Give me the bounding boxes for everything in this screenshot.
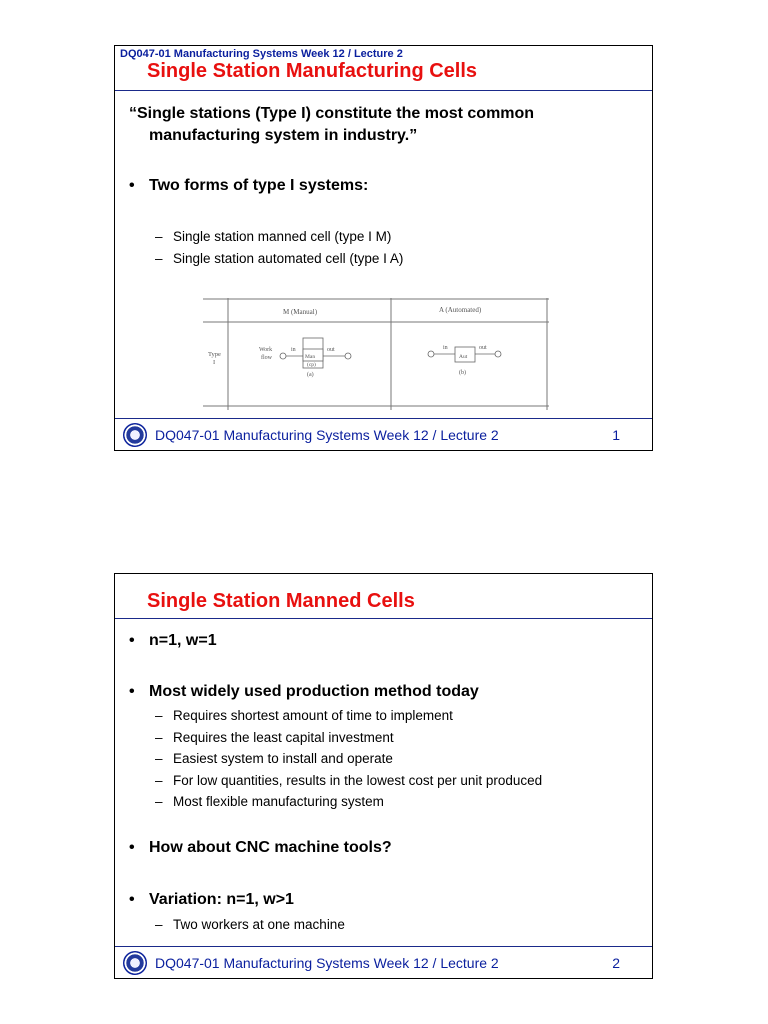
header-divider bbox=[115, 618, 652, 619]
sub-item bbox=[155, 770, 542, 792]
bullet-item bbox=[129, 891, 294, 909]
input-node bbox=[280, 353, 286, 359]
bullet-item bbox=[129, 632, 217, 650]
sub-item bbox=[155, 705, 542, 727]
bullet-text: Variation: n=1, w>1 bbox=[149, 891, 294, 908]
caption-b: (b) bbox=[459, 370, 466, 376]
footer-text: DQ047-01 Manufacturing Systems Week 12 / Lecture 2 bbox=[155, 427, 499, 443]
bullet-text: Most widely used production method today bbox=[149, 683, 479, 700]
sub-item bbox=[155, 226, 403, 248]
man-box-label: Man bbox=[305, 354, 316, 360]
dash-icon: – bbox=[155, 751, 163, 766]
row-label-type: Type bbox=[208, 351, 221, 358]
slide-title: Single Station Manned Cells bbox=[147, 590, 415, 612]
bullet-text: How about CNC machine tools? bbox=[149, 839, 392, 856]
dash-icon: – bbox=[155, 708, 163, 723]
footer-divider bbox=[115, 418, 652, 419]
quote-line-1: “Single stations (Type I) constitute the most common bbox=[129, 105, 535, 122]
figure-diagram bbox=[203, 298, 549, 410]
bullet-item bbox=[129, 177, 368, 195]
type-i-systems-figure bbox=[203, 298, 549, 410]
auto-input-node bbox=[428, 351, 434, 357]
bullet-icon: • bbox=[129, 891, 135, 908]
slide-title: Single Station Manufacturing Cells bbox=[147, 60, 478, 82]
slide-1 bbox=[114, 45, 653, 451]
sub-list bbox=[155, 705, 542, 813]
col-auto-label: A (Automated) bbox=[439, 306, 482, 314]
sub-item-text: Two workers at one machine bbox=[173, 917, 345, 932]
bullet-item bbox=[129, 683, 479, 701]
sub-item-text: Easiest system to install and operate bbox=[173, 751, 393, 766]
sub-item-text: Single station manned cell (type I M) bbox=[173, 229, 392, 244]
slide-footer bbox=[123, 423, 652, 447]
dash-icon: – bbox=[155, 229, 163, 244]
sub-item-text: Requires shortest amount of time to implement bbox=[173, 708, 453, 723]
sub-item-text: Requires the least capital investment bbox=[173, 729, 394, 745]
bullet-icon: • bbox=[129, 177, 135, 194]
dash-icon: – bbox=[155, 729, 163, 745]
sub-item-text: Most flexible manufacturing system bbox=[173, 794, 384, 809]
work-label: Work bbox=[259, 347, 273, 353]
bullet-item bbox=[129, 839, 392, 857]
bullet-text: Two forms of type I systems: bbox=[149, 177, 369, 194]
page-number: 1 bbox=[612, 427, 620, 443]
bullet-icon: • bbox=[129, 632, 135, 649]
auto-in-label: in bbox=[443, 345, 448, 351]
flow-label: flow bbox=[261, 355, 272, 361]
sub-item bbox=[155, 248, 403, 270]
header-divider bbox=[115, 90, 652, 91]
footer-divider bbox=[115, 946, 652, 947]
dash-icon: – bbox=[155, 250, 163, 266]
sub-item-text: For low quantities, results in the lowest cost per unit produced bbox=[173, 772, 543, 788]
page-number: 2 bbox=[612, 955, 620, 971]
auto-box-label: Aut bbox=[459, 354, 468, 360]
auto-out-label: out bbox=[479, 345, 487, 351]
quote bbox=[129, 103, 534, 147]
man-box-sub: (cp) bbox=[307, 362, 316, 368]
caption-a: (a) bbox=[307, 372, 314, 378]
sub-item bbox=[155, 791, 542, 813]
sub-item bbox=[155, 748, 542, 770]
col-manual-label: M (Manual) bbox=[283, 308, 318, 316]
university-seal-icon bbox=[123, 951, 147, 975]
bullet-icon: • bbox=[129, 683, 135, 700]
dash-icon: – bbox=[155, 772, 163, 788]
university-seal-icon bbox=[123, 423, 147, 447]
sub-item bbox=[155, 914, 345, 936]
slide-footer bbox=[123, 951, 652, 975]
sub-item-text: Single station automated cell (type I A) bbox=[173, 250, 404, 266]
quote-line-2: manufacturing system in industry.” bbox=[149, 127, 418, 144]
sub-list bbox=[155, 226, 403, 269]
dash-icon: – bbox=[155, 794, 163, 809]
bullet-text: n=1, w=1 bbox=[149, 632, 217, 649]
auto-output-node bbox=[495, 351, 501, 357]
row-label-number: I bbox=[213, 359, 216, 366]
course-header: DQ047-01 Manufacturing Systems Week 12 / Lecture 2 bbox=[120, 48, 403, 60]
bullet-icon: • bbox=[129, 839, 135, 856]
output-node bbox=[345, 353, 351, 359]
sub-list bbox=[155, 914, 345, 936]
dash-icon: – bbox=[155, 917, 163, 932]
footer-text: DQ047-01 Manufacturing Systems Week 12 / Lecture 2 bbox=[155, 955, 499, 971]
in-label: in bbox=[291, 347, 296, 353]
sub-item bbox=[155, 727, 542, 749]
slide-2 bbox=[114, 573, 653, 979]
out-label: out bbox=[327, 347, 335, 353]
